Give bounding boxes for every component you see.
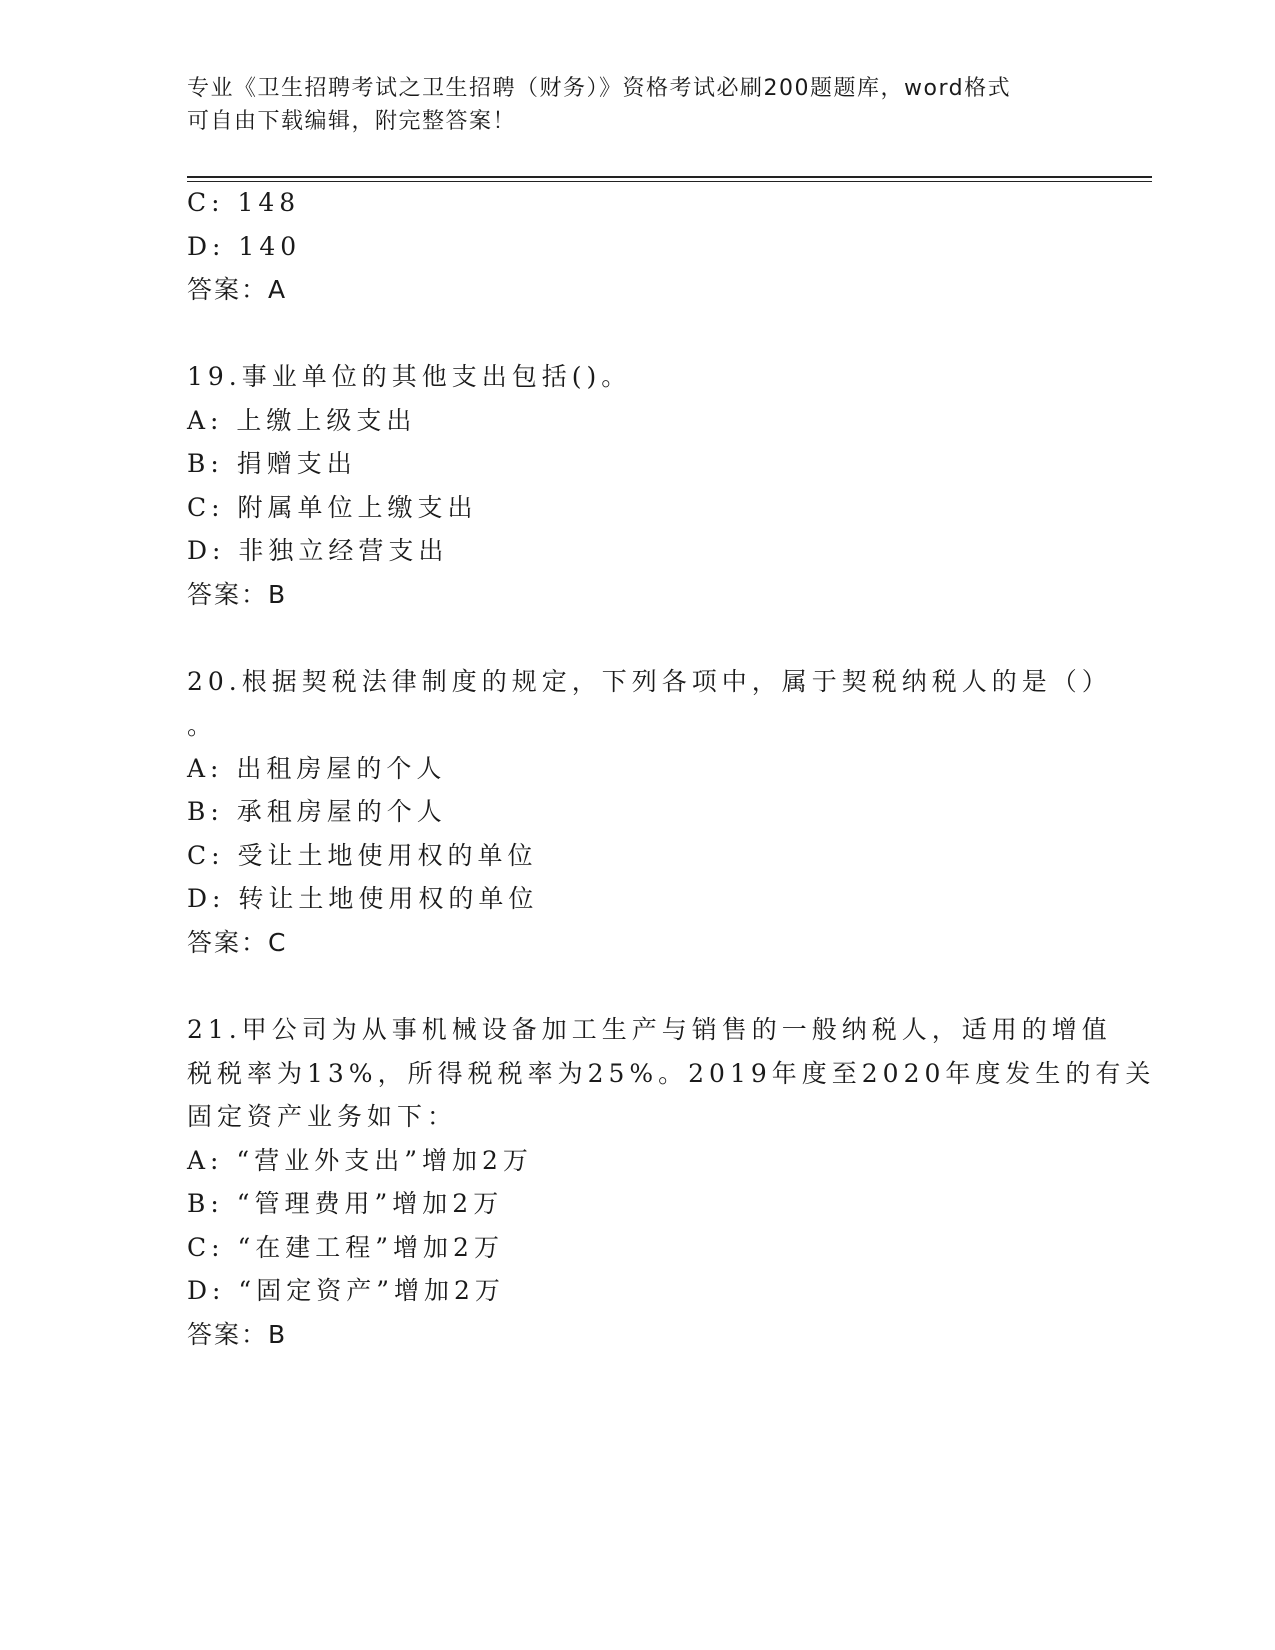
q20-option-b: B: 承租房屋的个人 xyxy=(187,797,447,826)
q19-option-c: C: 附属单位上缴支出 xyxy=(187,493,478,522)
q20-stem-line-2: 。 xyxy=(187,711,218,740)
q21-option-b: B: “管理费用”增加2万 xyxy=(187,1189,504,1218)
q19-stem: 19.事业单位的其他支出包括()。 xyxy=(187,362,632,391)
header-divider xyxy=(187,176,1152,178)
q21-option-c: C: “在建工程”增加2万 xyxy=(187,1233,504,1262)
q19-answer: 答案：B xyxy=(187,580,288,609)
q19-option-d: D: 非独立经营支出 xyxy=(187,536,449,565)
header-title-line-1: 专业《卫生招聘考试之卫生招聘（财务）》资格考试必刷200题题库，word格式 xyxy=(187,76,1012,101)
header-divider-thin xyxy=(187,181,1152,182)
q20-stem-line-1: 20.根据契税法律制度的规定，下列各项中，属于契税纳税人的是（） xyxy=(187,667,1112,696)
document-header xyxy=(187,72,1067,138)
q20-answer: 答案：C xyxy=(187,928,288,957)
q18-option-d: D: 140 xyxy=(187,232,302,261)
q21-stem-line-2: 税税率为13%，所得税税率为25%。2019年度至2020年度发生的有关 xyxy=(187,1059,1156,1088)
q20-option-d: D: 转让土地使用权的单位 xyxy=(187,884,539,913)
q20-option-c: C: 受让土地使用权的单位 xyxy=(187,841,538,870)
q19-option-b: B: 捐赠支出 xyxy=(187,449,357,478)
q21-option-d: D: “固定资产”增加2万 xyxy=(187,1276,505,1305)
q19-option-a: A: 上缴上级支出 xyxy=(187,406,417,435)
header-title-line-2: 可自由下载编辑，附完整答案！ xyxy=(187,109,517,134)
q20-option-a: A: 出租房屋的个人 xyxy=(187,754,447,783)
q18-answer: 答案：A xyxy=(187,275,288,304)
q21-answer: 答案：B xyxy=(187,1320,288,1349)
q18-option-c: C: 148 xyxy=(187,188,301,217)
q21-stem-line-3: 固定资产业务如下： xyxy=(187,1102,458,1131)
q21-stem-line-1: 21.甲公司为从事机械设备加工生产与销售的一般纳税人，适用的增值 xyxy=(187,1015,1112,1044)
q21-option-a: A: “营业外支出”增加2万 xyxy=(187,1146,533,1175)
